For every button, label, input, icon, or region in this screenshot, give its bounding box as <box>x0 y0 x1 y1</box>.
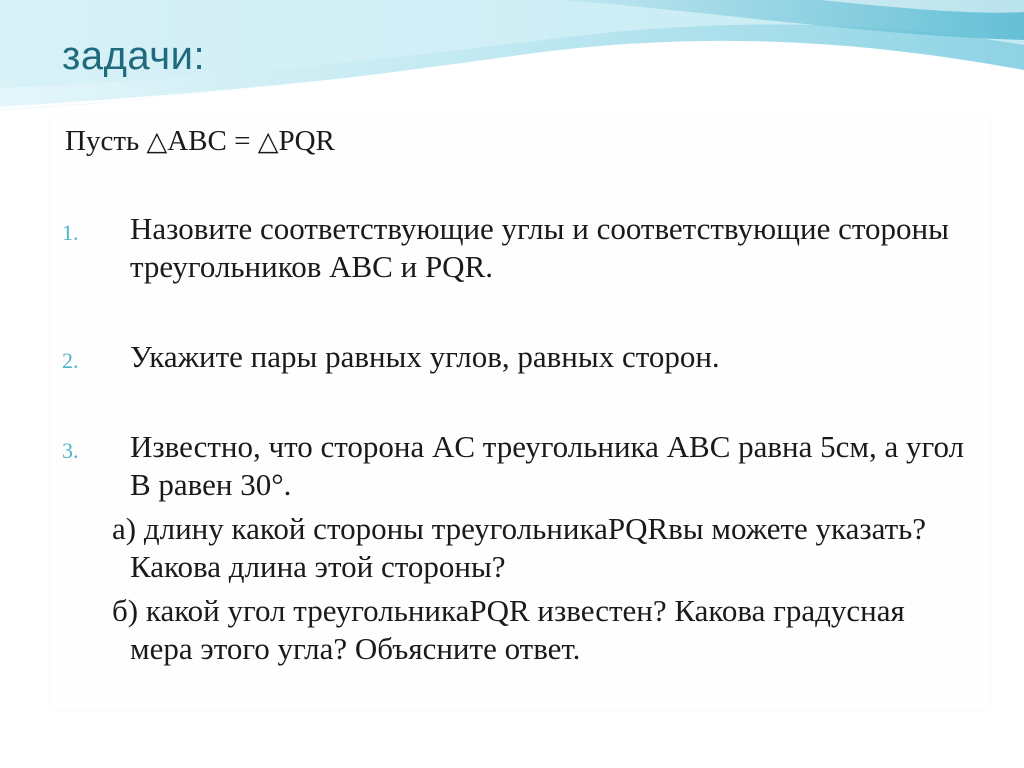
sub-item-b: б) какой угол треугольникаPQR известен? Какова градусная мера этого угла? Объясните ответ. <box>112 593 905 666</box>
slide-title: задачи: <box>62 34 206 78</box>
triangle-symbol-icon: △ <box>146 126 168 157</box>
list-item-text: Укажите пары равных углов, равных сторон. <box>130 339 720 374</box>
list-number: 1. <box>62 220 79 245</box>
list-number: 3. <box>62 438 79 463</box>
list-item-text: Известно, что сторона AC треугольника ABC равна 5см, а угол B равен 30°. <box>130 429 965 502</box>
intro-line <box>65 122 335 161</box>
list-number: 2. <box>62 348 79 373</box>
triangle-symbol-icon: △ <box>257 126 279 157</box>
sub-item-a: а) длину какой стороны треугольникаPQRвы можете указать? Какова длина этой стороны? <box>112 511 927 584</box>
list-item-text: Назовите соответствующие углы и соответствующие стороны треугольников ABC и PQR. <box>130 211 949 284</box>
intro-prefix: Пусть <box>65 125 147 157</box>
intro-mid: ABC = <box>167 125 258 157</box>
intro-suffix: PQR <box>278 125 335 157</box>
